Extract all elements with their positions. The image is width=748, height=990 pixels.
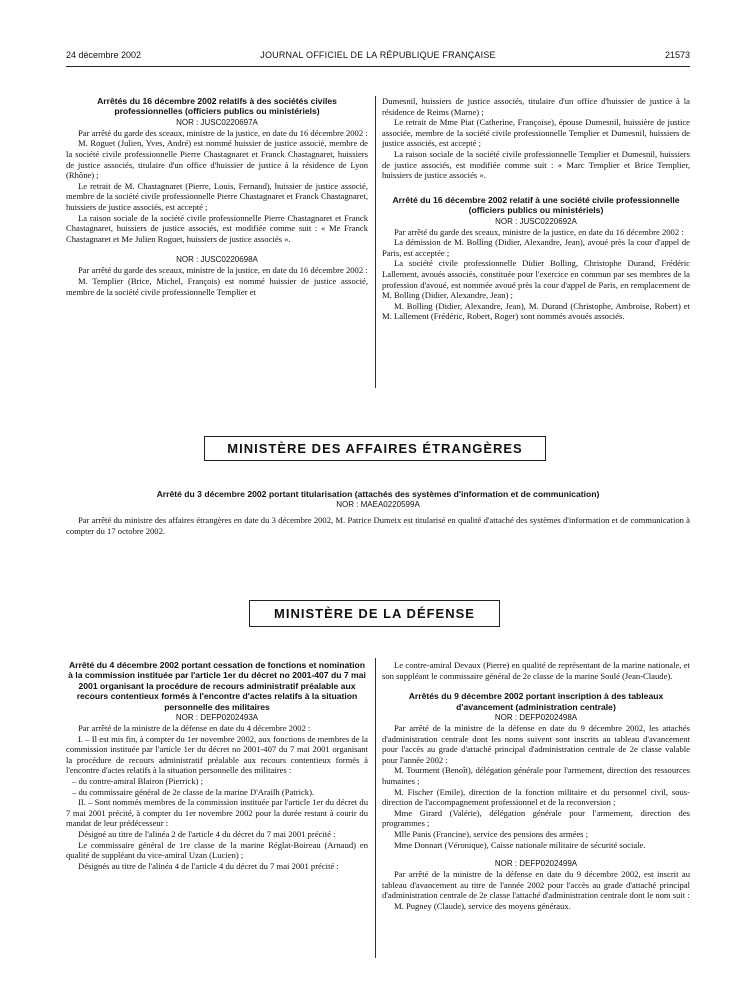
defense-left-p6: Désignés au titre de l'alinéa 4 de l'article 4 du décret du 7 mai 2001 précité : (78, 860, 339, 871)
defense-left-column (66, 660, 368, 871)
defense-left-p4: Désigné au titre de l'alinéa 2 de l'article 4 du décret du 7 mai 2001 précité : (78, 828, 336, 839)
defense-left-item1: – du contre-amiral Blairon (Pierrick) ; (72, 776, 204, 786)
defense-nor-3: NOR : DEFP0202499A (494, 859, 578, 869)
ministry-defense-banner: MINISTÈRE DE LA DÉFENSE (249, 600, 500, 627)
defense-right-p6: Mlle Panis (Francine), service des pensions des armées ; (394, 828, 589, 839)
justice-title-2: Arrêté du 16 décembre 2002 relatif à une société civile professionnelle (officiers publics ou ministériels) (392, 194, 680, 216)
header-page-number: 21573 (664, 50, 690, 60)
defense-left-p2: I. – Il est mis fin, à compter du 1er novembre 2002, aux fonctions de membres de la commission instituée par l'article 1er du décret no 2001-407 du 7 mai 2001 organisant la procédure de recours administratif préalable aux recours contentieux formés à l'encontre d'actes relatifs à la situation personnelle des militaires : (66, 733, 368, 776)
justice-right-p2: Le retrait de Mme Piat (Catherine, Françoise), épouse Dumesnil, huissière de justice associée, membre de la société civile professionnelle Templier et Dumesnil, huissiers de justice associés, est accepté ; (382, 117, 690, 149)
justice-left-p3: Le retrait de M. Chastagnaret (Pierre, Louis, Fernand), huissier de justice associé, membre de la société civile professionnelle Pierre Chastagnaret et Franck Chastagnaret, huissiers de justice associés, est accepté ; (66, 180, 368, 212)
justice-right-p4: Par arrêté du garde des sceaux, ministre de la justice, en date du 16 décembre 2002 : (394, 226, 684, 237)
ministry-affaires-etrangeres-banner: MINISTÈRE DES AFFAIRES ÉTRANGÈRES (204, 436, 546, 461)
justice-nor-1: NOR : JUSC0220697A (176, 117, 258, 127)
justice-nor-2: NOR : JUSC0220698A (176, 255, 258, 265)
justice-right-p1: Dumesnil, huissiers de justice associés, titulaire d'un office d'huissier de justice à la résidence de Reims (Marne) ; (382, 96, 690, 117)
defense-title-1: Arrêté du 4 décembre 2002 portant cessation de fonctions et nomination à la commission instituée par l'article 1er du décret no 2001-407 du 7 mai 2001 organisant la procédure de recours administratif préalable aux recours contentieux formés à l'encontre d'actes relatifs à la situation personnelle des militaires (68, 660, 366, 712)
defense-title-2: Arrêtés du 9 décembre 2002 portant inscription à des tableaux d'avancement (administration centrale) (408, 691, 664, 712)
affaires-p1: Par arrêté du ministre des affaires étrangères en date du 3 décembre 2002, M. Patrice Dumeix est titularisé en qualité d'attaché des systèmes d'information et de communication à compter du 17 octobre 2002. (66, 515, 690, 536)
defense-left-item2: – du commissaire général de 2e classe de la marine D'Arailh (Patrick). (72, 786, 315, 797)
header-rule (66, 66, 690, 67)
defense-right-column (382, 660, 690, 912)
defense-right-p8: Par arrêté de la ministre de la défense en date du 9 décembre 2002, est inscrit au tableau d'avancement au titre de l'année 2002 pour l'accès au grade d'attaché principal d'administration centrale de 2e classe l'attaché d'administration centrale dont le nom suit : (382, 869, 690, 901)
justice-left-p5: Par arrêté du garde des sceaux, ministre de la justice, en date du 16 décembre 2002 : (78, 265, 368, 276)
defense-nor-1: NOR : DEFP0202493A (175, 713, 259, 723)
justice-left-column (66, 96, 368, 297)
justice-right-p5: La démission de M. Bolling (Didier, Alexandre, Jean), avoué près la cour d'appel de Paris, est acceptée ; (382, 237, 690, 258)
defense-left-p1: Par arrêté de la ministre de la défense en date du 4 décembre 2002 : (78, 723, 311, 734)
affaires-title: Arrêté du 3 décembre 2002 portant titularisation (attachés des systèmes d'information et de communication) (156, 489, 600, 499)
defense-right-p1: Le contre-amiral Devaux (Pierre) en qualité de représentant de la marine nationale, et son suppléant le commissaire général de 2e classe de la marine Soulé (Jean-Claude). (382, 660, 690, 681)
justice-left-p1: Par arrêté du garde des sceaux, ministre de la justice, en date du 16 décembre 2002 : (78, 127, 368, 138)
page-header (66, 50, 690, 64)
affaires-section (66, 489, 690, 537)
justice-right-p3: La raison sociale de la société civile professionnelle Templier et Dumesnil, huissiers de justice associés, est modifiée comme suit : « Marc Templier et Brice Templier, huissiers de justice associés ». (382, 148, 690, 181)
justice-column-divider (375, 96, 376, 388)
header-journal-title: JOURNAL OFFICIEL DE LA RÉPUBLIQUE FRANÇAISE (260, 50, 496, 60)
defense-right-p2: Par arrêté de la ministre de la défense en date du 9 décembre 2002, les attachés d'administration centrale dont les noms suivent sont inscrits au tableau d'avancement pour l'accès au grade d'attaché principal d'administration centrale de 2e classe valable pour l'année 2002 : (382, 723, 690, 765)
justice-right-p7: M. Bolling (Didier, Alexandre, Jean), M. Durand (Christophe, Ambroise, Robert) et M. Lallement (Frédéric, Robert, Roger) sont nommés avoués associés. (382, 300, 690, 322)
defense-right-p4: M. Fischer (Emile), direction de la fonction militaire et du personnel civil, sous-direction de l'accompagnement professionnel et de la reconversion ; (382, 786, 690, 808)
justice-title-1: Arrêtés du 16 décembre 2002 relatifs à des sociétés civiles professionnelles (officiers publics ou ministériels) (97, 96, 337, 117)
justice-left-p4: La raison sociale de la société civile professionnelle Pierre Chastagnaret et Franck Chastagnaret, huissiers de justice associés, est modifiée comme suit : « Me Franck Chastagnaret et Me Julien Roguet, huissiers de justice associés ». (66, 212, 368, 244)
defense-column-divider (375, 658, 376, 958)
defense-left-p5: Le commissaire général de 1re classe de la marine Réglat-Boireau (Arnaud) en qualité de suppléant du vice-amiral Uzan (Lucien) ; (66, 839, 368, 861)
defense-right-p5: Mme Girard (Valérie), délégation générale pour l'armement, direction des programmes ; (382, 807, 690, 829)
defense-right-p3: M. Tourment (Benoît), délégation générale pour l'armement, direction des ressources humaines ; (382, 765, 690, 786)
defense-left-p3: II. – Sont nommés membres de la commission instituée par l'article 1er du décret du 7 mai 2001 précité, à compter du 1er novembre 2002 pour la durée restant à courir du mandat de leur prédécesseur : (66, 797, 368, 829)
justice-left-p6: M. Templier (Brice, Michel, François) est nommé huissier de justice associé, membre de la société civile professionnelle Templier et (66, 275, 368, 297)
defense-nor-2: NOR : DEFP0202498A (494, 713, 578, 722)
justice-nor-3: NOR : JUSC0220692A (495, 216, 577, 226)
justice-right-p6: La société civile professionnelle Didier Bolling, Christophe Durand, Frédéric Lallement, avoués associés, constituée pour l'exercice en commun par ses membres de la profession d'avoué, est nommée avoué près la cour d'appel de Paris, en remplacement de M. Bolling (Didier, Alexandre, Jean) ; (382, 258, 690, 301)
header-date: 24 décembre 2002 (66, 50, 142, 60)
justice-right-column (382, 96, 690, 322)
justice-left-p2: M. Roguet (Julien, Yves, André) est nommé huissier de justice associé, membre de la société civile professionnelle Pierre Chastagnaret et Franck Chastagnaret, huissiers de justice associés, titulaire d'un office d'huissier de justice à la résidence de Lyon (Rhône) ; (66, 138, 368, 181)
defense-right-p7: Mme Donnart (Véronique), Caisse nationale militaire de sécurité sociale. (394, 839, 646, 850)
defense-right-p9: M. Pugney (Claude), service des moyens généraux. (394, 900, 571, 911)
affaires-nor: NOR : MAEA0220599A (336, 500, 420, 510)
